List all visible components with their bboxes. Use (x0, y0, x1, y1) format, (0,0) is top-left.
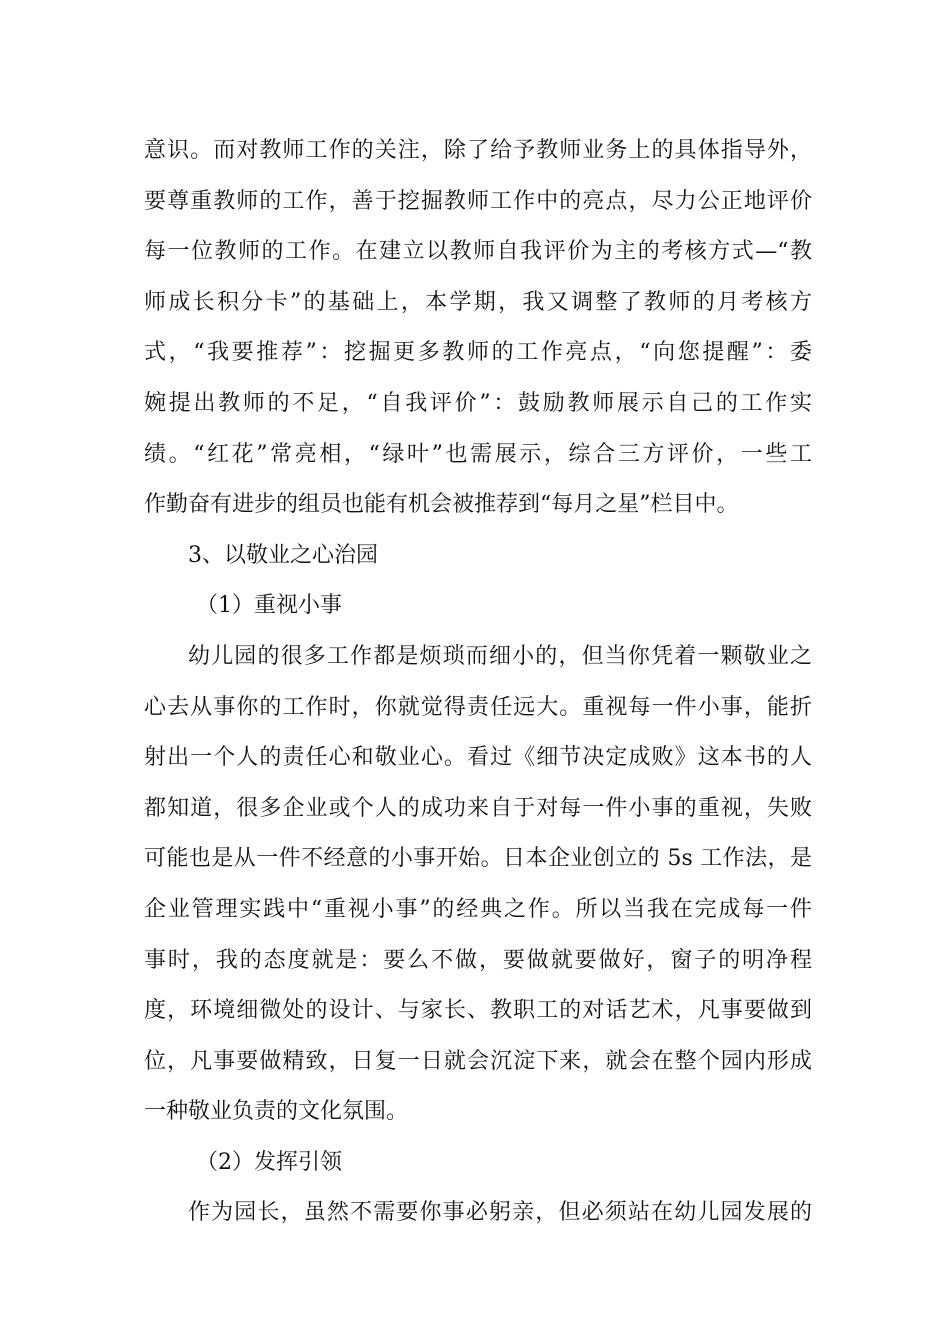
paragraph-line: 式，“我要推荐”：挖掘更多教师的工作亮点，“向您提醒”：委 (144, 340, 812, 366)
paragraph-line: 每一位教师的工作。在建立以教师自我评价为主的考核方式—“教 (144, 239, 812, 265)
paragraph-line: 心去从事你的工作时，你就觉得责任远大。重视每一件小事，能折 (144, 694, 812, 720)
paragraph-line: 位，凡事要做精致，日复一日就会沉淀下来，就会在整个园内形成 (144, 1048, 812, 1074)
paragraph-line: 可能也是从一件不经意的小事开始。日本企业创立的 5s 工作法，是 (144, 846, 812, 872)
paragraph-line: 幼儿园的很多工作都是烦琐而细小的，但当你凭着一颗敬业之 (188, 643, 812, 669)
paragraph-line: 绩。“红花”常亮相，“绿叶”也需展示，综合三方评价，一些工 (144, 441, 812, 467)
paragraph-line-last: 一种敬业负责的文化氛围。 (144, 1099, 409, 1125)
paragraph-line: 作为园长，虽然不需要你事必躬亲，但必须站在幼儿园发展的 (188, 1200, 812, 1226)
paragraph-line: 都知道，很多企业或个人的成功来自于对每一件小事的重视，失败 (144, 795, 812, 821)
paragraph-line: 要尊重教师的工作，善于挖掘教师工作中的亮点，尽力公正地评价 (144, 188, 812, 214)
paragraph-line: 事时，我的态度就是：要么不做，要做就要做好，窗子的明净程 (144, 947, 812, 973)
body-text (144, 126, 812, 1239)
paragraph-line: 婉提出教师的不足，“自我评价”：鼓励教师展示自己的工作实 (144, 390, 812, 416)
paragraph-line: 度，环境细微处的设计、与家长、教职工的对话艺术，凡事要做到 (144, 998, 812, 1024)
paragraph-line: 师成长积分卡”的基础上，本学期，我又调整了教师的月考核方 (144, 289, 812, 315)
paragraph-line: 射出一个人的责任心和敬业心。看过《细节决定成败》这本书的人 (144, 745, 812, 771)
subsection-heading: （1）重视小事 (196, 593, 342, 619)
subsection-heading: （2）发挥引领 (196, 1149, 342, 1175)
paragraph-line-last: 作勤奋有进步的组员也能有机会被推荐到“每月之星”栏目中。 (144, 492, 739, 518)
paragraph-line: 意识。而对教师工作的关注，除了给予教师业务上的具体指导外， (144, 138, 812, 163)
paragraph-line: 企业管理实践中“重视小事”的经典之作。所以当我在完成每一件 (144, 896, 812, 922)
section-heading: 3、以敬业之心治园 (188, 542, 378, 568)
